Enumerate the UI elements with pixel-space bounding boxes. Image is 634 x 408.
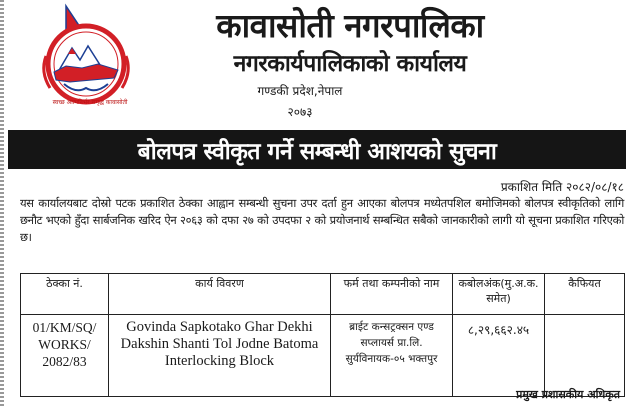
header-contract-no: ठेक्का नं. (21, 274, 109, 315)
header-description: कार्य विवरण (109, 274, 331, 315)
cell-amount: ८,२९,६६२.४५ (453, 315, 545, 397)
province-name: गण्डकी प्रदेश,नेपाल (257, 84, 343, 98)
header-amount: कबोलअंक(मु.अ.क. समेत) (453, 274, 545, 315)
signatory-title: प्रमुख प्रशासकीय अधिकृत (516, 388, 620, 401)
page-edge-border (0, 0, 4, 408)
header-remarks: कैफियत (545, 274, 625, 315)
tender-table (20, 273, 625, 397)
table-row (21, 315, 625, 397)
organization-name: कावासोती नगरपालिका (216, 6, 484, 45)
notice-title: बोलपत्र स्वीकृत गर्ने सम्बन्धी आशयको सुचना (8, 130, 626, 169)
notice-body: यस कार्यालयबाट दोस्रो पटक प्रकाशित ठेक्का आह्वान सम्बन्धी सुचना उपर दर्ता हुन आएका बोलपत्र मध्येतपशिल बमोजिमको बोलपत्र स्वीकृतिको लागि छनौट भएको हुँदा सार्बजनिक खरिद ऐन २०६३ को दफा २७ को उपदफा २ को प्रयोजनार्थ सम्बन्धित सबैको जानकारीको लागी यो सूचना प्रकाशित गरिएको छ। (20, 196, 624, 244)
cell-firm: ब्राईट कन्सट्रक्सन एण्ड सप्लायर्स प्रा.लि. सुर्यविनायक-०५ भक्तपुर (331, 315, 453, 397)
published-date: प्रकाशित मिति २०८२/०८/१८ (500, 180, 624, 194)
header-firm: फर्म तथा कम्पनीको नाम (331, 274, 453, 315)
office-name: नगरकार्यपालिकाको कार्यालय (233, 51, 467, 77)
cell-contract-no: 01/KM/SQ/ WORKS/ 2082/83 (21, 315, 109, 397)
cell-description: Govinda Sapkotako Ghar Dekhi Dakshin Shanti Tol Jodne Batoma Interlocking Block (109, 315, 331, 397)
emblem-motto: स्वच्छ आत्मनिर्भर समृद्ध कावासोती (52, 99, 128, 106)
cell-remarks (545, 315, 625, 397)
established-year: २०७३ (287, 105, 313, 119)
table-header-row (21, 274, 625, 315)
